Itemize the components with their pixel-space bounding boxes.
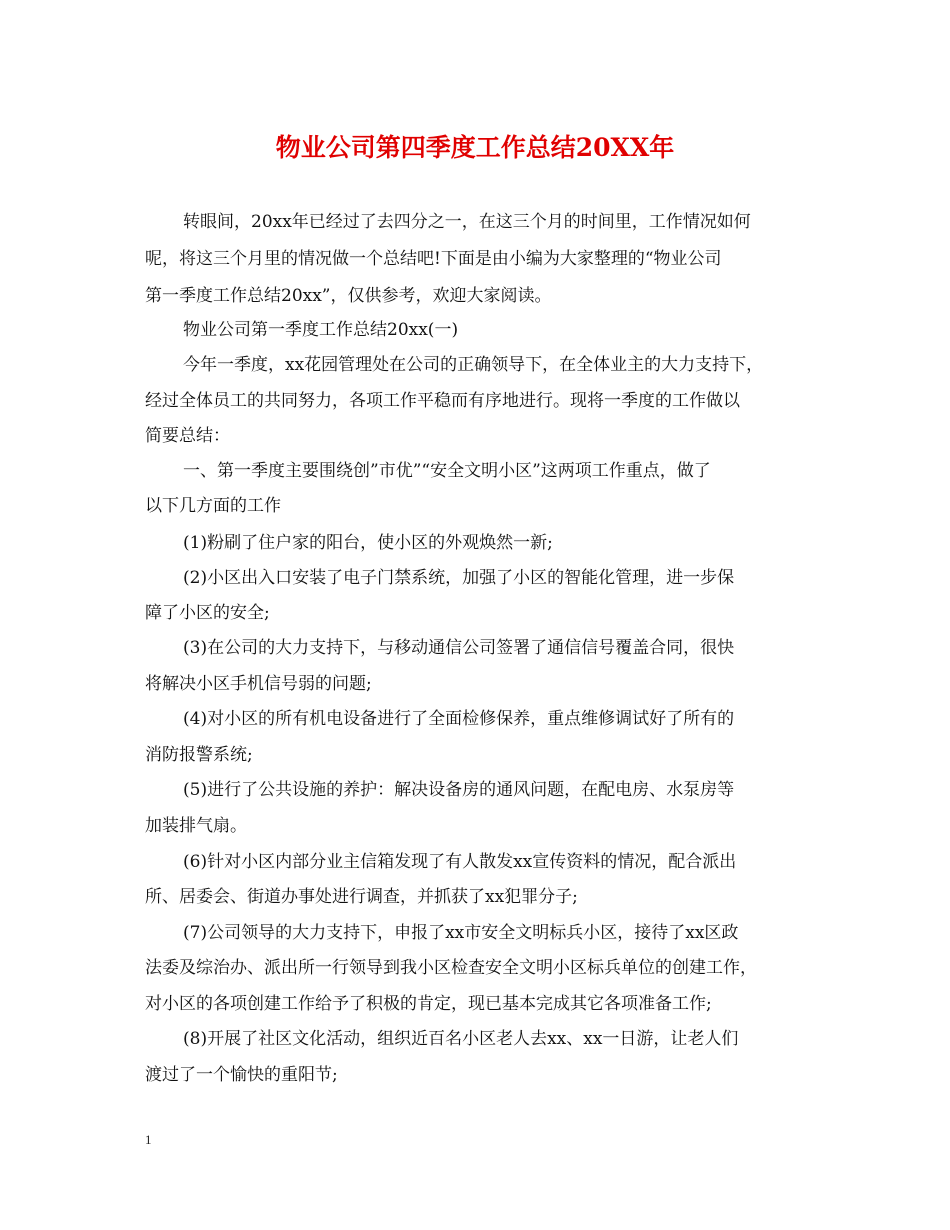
list-item: (6)针对小区内部分业主信箱发现了有人散发xx宣传资料的情况，配合派出 (183, 852, 737, 872)
list-item-continuation: 加装排气扇。 (145, 816, 247, 836)
list-item: (7)公司领导的大力支持下，申报了xx市安全文明标兵小区，接待了xx区政 (183, 923, 739, 943)
paragraph-line: 一、第一季度主要围绕创”市优”“安全文明小区”这两项工作重点，做了 (183, 461, 711, 481)
paragraph-line: 简要总结： (145, 426, 230, 446)
list-item-continuation: 法委及综治办、派出所一行领导到我小区检查安全文明小区标兵单位的创建工作， (145, 958, 757, 978)
paragraph-line: 以下几方面的工作 (145, 496, 281, 516)
paragraph-line: 今年一季度，xx花园管理处在公司的正确领导下，在全体业主的大力支持下， (183, 355, 764, 375)
list-item: (4)对小区的所有机电设备进行了全面检修保养，重点维修调试好了所有的 (183, 709, 735, 729)
list-item-continuation: 渡过了一个愉快的重阳节; (145, 1065, 338, 1085)
paragraph-line: 第一季度工作总结20xx”，仅供参考，欢迎大家阅读。 (145, 286, 552, 306)
list-item-continuation: 将解决小区手机信号弱的问题; (145, 674, 372, 694)
paragraph-line: 经过全体员工的共同努力，各项工作平稳而有序地进行。现将一季度的工作做以 (145, 391, 740, 411)
paragraph-line: 呢，将这三个月里的情况做一个总结吧!下面是由小编为大家整理的“物业公司 (145, 249, 722, 269)
list-item-continuation: 所、居委会、街道办事处进行调查，并抓获了xx犯罪分子; (145, 887, 578, 907)
list-item: (8)开展了社区文化活动，组织近百名小区老人去xx、xx一日游，让老人们 (183, 1029, 739, 1049)
list-item-continuation: 消防报警系统; (145, 745, 253, 765)
page-number: 1 (145, 1132, 152, 1147)
document-title: 物业公司第四季度工作总结20XX年 (275, 133, 675, 162)
list-item: (2)小区出入口安装了电子门禁系统，加强了小区的智能化管理，进一步保 (183, 568, 735, 588)
list-item-continuation: 障了小区的安全; (145, 603, 270, 623)
section-heading: 物业公司第一季度工作总结20xx(一) (183, 320, 459, 340)
list-item: (1)粉刷了住户家的阳台，使小区的外观焕然一新; (183, 533, 553, 553)
list-item: (5)进行了公共设施的养护：解决设备房的通风问题，在配电房、水泵房等 (183, 780, 735, 800)
list-item-continuation: 对小区的各项创建工作给予了积极的肯定，现已基本完成其它各项准备工作; (145, 994, 712, 1014)
paragraph-line: 转眼间，20xx年已经过了去四分之一，在这三个月的时间里，工作情况如何 (183, 212, 751, 232)
list-item: (3)在公司的大力支持下，与移动通信公司签署了通信信号覆盖合同，很快 (183, 638, 735, 658)
